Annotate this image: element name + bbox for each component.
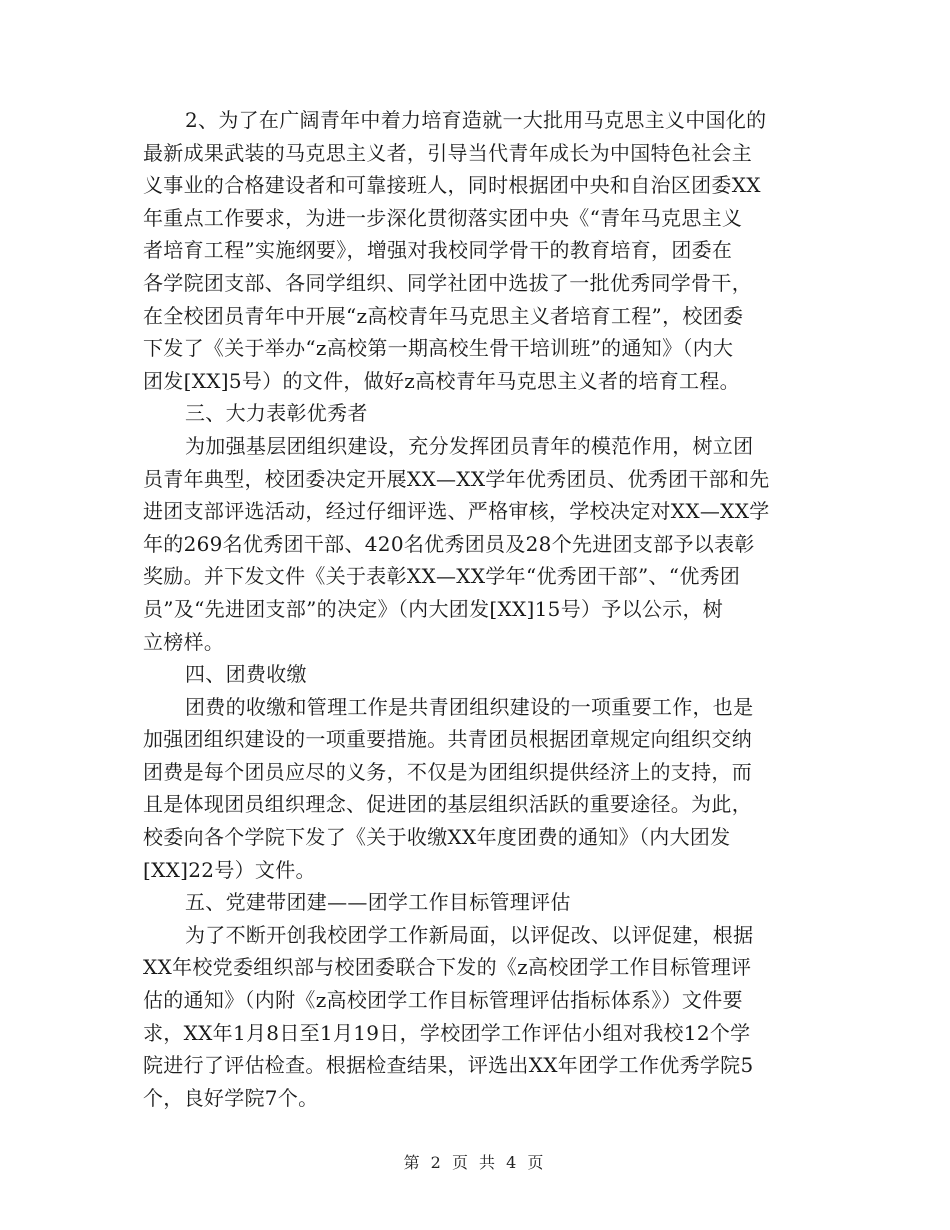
paragraph (143, 919, 807, 1115)
text-line: 团发[XX]5号）的文件，做好z高校青年马克思主义者的培育工程。 (143, 368, 740, 393)
document-body (143, 104, 807, 1114)
text-line: 各学院团支部、各同学组织、同学社团中选拔了一批优秀同学骨干， (143, 270, 752, 295)
text-line: 最新成果武装的马克思主义者，引导当代青年成长为中国特色社会主 (143, 140, 752, 165)
paragraph (143, 104, 807, 397)
text-line: XX年校党委组织部与校团委联合下发的《z高校团学工作目标管理评 (143, 955, 752, 980)
text-line: 进团支部评选活动，经过仔细评选、严格审核，学校决定对XX—XX学 (143, 499, 770, 524)
text-line: 年重点工作要求，为进一步深化贯彻落实团中央《“青年马克思主义 (143, 205, 743, 230)
section-heading: 三、大力表彰优秀者 (185, 401, 368, 426)
text-line: 校委向各个学院下发了《关于收缴XX年度团费的通知》（内大团发 (143, 825, 731, 850)
text-line: 下发了《关于举办“z高校第一期高校生骨干培训班”的通知》（内大 (143, 336, 734, 361)
section-heading: 四、团费收缴 (185, 662, 307, 687)
text-line: 年的269名优秀团干部、420名优秀团员及28个先进团支部予以表彰 (143, 531, 755, 556)
text-line: 估的通知》（内附《z高校团学工作目标管理评估指标体系》）文件要 (143, 988, 743, 1013)
text-line: 为加强基层团组织建设，充分发挥团员青年的模范作用，树立团 (185, 433, 754, 458)
page-footer: 第 2 页 共 4 页 (403, 1153, 547, 1172)
text-line: 立榜样。 (143, 629, 225, 654)
paragraph (143, 430, 807, 658)
text-line: 且是体现团员组织理念、促进团的基层组织活跃的重要途径。为此， (143, 792, 752, 817)
text-line: 求，XX年1月8日至1月19日，学校团学工作评估小组对我校12个学 (143, 1020, 751, 1045)
text-line: 者培育工程”实施纲要》，增强对我校同学骨干的教育培育，团委在 (143, 238, 733, 263)
text-line: 奖励。并下发文件《关于表彰XX—XX学年“优秀团干部”、“优秀团 (143, 564, 741, 589)
text-line: 个，良好学院7个。 (143, 1085, 319, 1110)
text-line: 员青年典型，校团委决定开展XX—XX学年优秀团员、优秀团干部和先 (143, 466, 770, 491)
text-line: [XX]22号）文件。 (143, 857, 316, 882)
paragraph (143, 397, 807, 430)
paragraph (143, 658, 807, 691)
text-line: 团费是每个团员应尽的义务，不仅是为团组织提供经济上的支持，而 (143, 759, 752, 784)
text-line: 义事业的合格建设者和可靠接班人，同时根据团中央和自治区团委XX (143, 173, 761, 198)
text-line: 2、为了在广阔青年中着力培育造就一大批用马克思主义中国化的 (185, 108, 767, 132)
text-line: 院进行了评估检查。根据检查结果，评选出XX年团学工作优秀学院5 (143, 1053, 754, 1078)
paragraph (143, 886, 807, 919)
text-line: 在全校团员青年中开展“z高校青年马克思主义者培育工程”，校团委 (143, 303, 744, 328)
text-line: 员”及“先进团支部”的决定》（内大团发[XX]15号）予以公示，树 (143, 596, 724, 621)
section-heading: 五、党建带团建——团学工作目标管理评估 (185, 890, 571, 915)
paragraph (143, 691, 807, 887)
text-line: 团费的收缴和管理工作是共青团组织建设的一项重要工作，也是 (185, 694, 754, 719)
text-line: 加强团组织建设的一项重要措施。共青团员根据团章规定向组织交纳 (143, 727, 752, 752)
text-line: 为了不断开创我校团学工作新局面，以评促改、以评促建，根据 (185, 922, 754, 947)
